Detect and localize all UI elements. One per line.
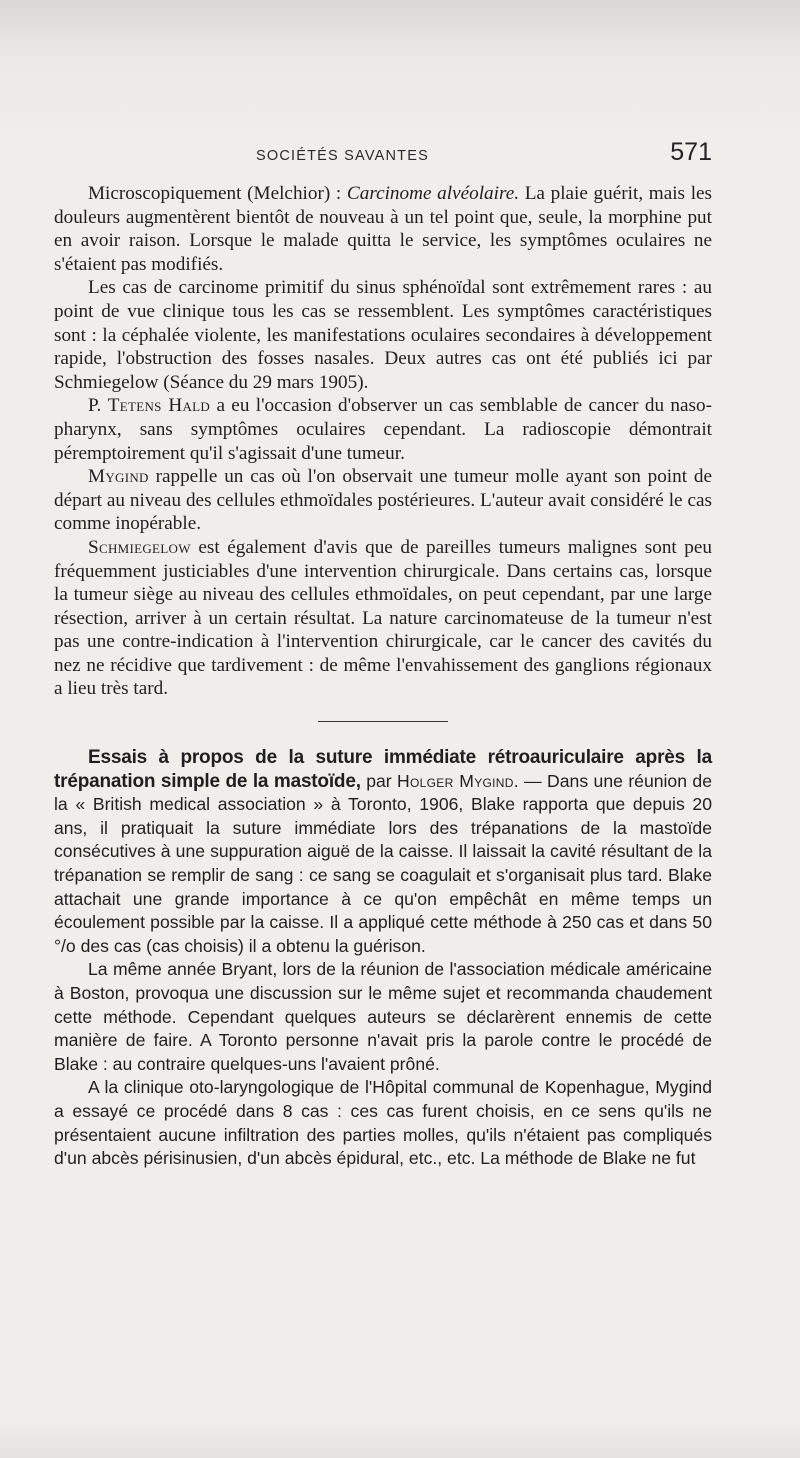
paragraph-tetens-hald [54,394,712,465]
running-head: SOCIÉTÉS SAVANTES [256,148,429,164]
paragraph-microscopy [54,182,712,276]
article-paragraph-bryant: La même année Bryant, lors de la réunion de l'association médicale américaine à Boston, provoqua une discussion sur le même sujet et recommanda chaudement cette méthode. Cependant quelques auteurs se déclarèrent ennemis de cette manière de faire. A Toronto personne n'avait pris la parole contre le procédé de Blake : au contraire quelques-uns l'avaient prôné. [54,959,712,1074]
paragraph-text: par [360,770,398,791]
author-name: Holger Mygind [397,770,514,791]
article-paragraph-kopenhague: A la clinique oto-laryngologique de l'Hôpital communal de Kopenhague, Mygind a essayé ce procédé dans 8 cas : ces cas furent choisis, en ce sens qu'ils ne présentaient aucune infiltration des parties molles, qu'ils n'étaient pas compliqués d'un abcès périsinusien, d'un abcès épidural, etc., etc. La méthode de Blake ne fut [54,1077,712,1169]
paragraph-text: La plaie guérit, mais les douleurs augmentèrent bientôt de nouveau à un tel point que, seule, la morphine put en avoir raison. Lorsque le malade quitta le service, les symptômes oculaires ne s'étaient pas modifiés. [54,183,713,275]
paragraph-schmiegelow [54,536,712,701]
paragraph-text: . — Dans une réunion de la « British medical association » à Toronto, 1906, Blake rapporta que depuis 20 ans, il pratiquait la suture immédiate lors des trépanations de la mastoïde consécutives à une suppuration aiguë de la caisse. Il laissait la cavité résultant de la trépanation se remplir de sang : ce sang se coagulait et s'organisait plus tard. Blake attachait une grande importance à ce qu'on empêchât en même temps un écoulement possible par la caisse. Il a appliqué cette méthode à 250 cas et dans 50 °/o des cas (cas choisis) il a obtenu la guérison. [54,770,712,956]
article-title: Essais à propos de la suture immédiate rétroauriculaire après la trépanation simple de la mastoïde, [54,747,712,792]
diagnosis-italic: Carcinome alvéolaire. [346,183,520,204]
article-mastoid [54,746,712,1171]
paragraph-text: rappelle un cas où l'on observait une tumeur molle ayant son point de départ au niveau des cellules ethmoïdales postérieures. L'auteur avait considéré le cas comme inopérable. [54,466,712,535]
author-name: Mygind [88,466,149,488]
paragraph-text: Microscopiquement (Melchior) : [88,183,347,204]
paragraph-mygind [54,465,712,536]
paragraph-text: P. [88,395,108,417]
paragraph-text: est également d'avis que de pareilles tumeurs malignes sont peu fréquemment justiciables d'une intervention chirurgicale. Dans certains cas, lorsque la tumeur siège au niveau des cellules ethmoïdales, on peut cependant, par une large résection, arriver à un certain résultat. La nature carcinomateuse de la tumeur n'est pas une contre-indication à l'intervention chirurgicale, car le cancer des cavités du nez ne récidive que tardivement : de même l'envahissement des ganglions régionaux a lieu très tard. [54,536,712,700]
author-name: Tetens Hald [107,395,211,417]
author-name: Schmiegelow [88,536,191,558]
section-divider [318,721,448,722]
paragraph-sphenoid: Les cas de carcinome primitif du sinus sphénoïdal sont extrêmement rares : au point de vue clinique tous les cas se ressemblent. Les symptômes caractéristiques sont : la céphalée violente, les manifestations oculaires secondaires à développement rapide, l'obstruction des fosses nasales. Deux autres cas ont été publiés ici par Schmiegelow (Séance du 29 mars 1905). [54,277,712,393]
article-paragraph-intro [54,746,712,958]
text-column [54,182,712,1171]
page-number: 571 [670,138,712,166]
paragraph-text: a eu l'occasion d'observer un cas semblable de cancer du naso-pharynx, sans symptômes oculaires cependant. La radioscopie démontrait péremptoirement qu'il s'agissait d'une tumeur. [54,395,712,464]
page-header [54,138,712,178]
